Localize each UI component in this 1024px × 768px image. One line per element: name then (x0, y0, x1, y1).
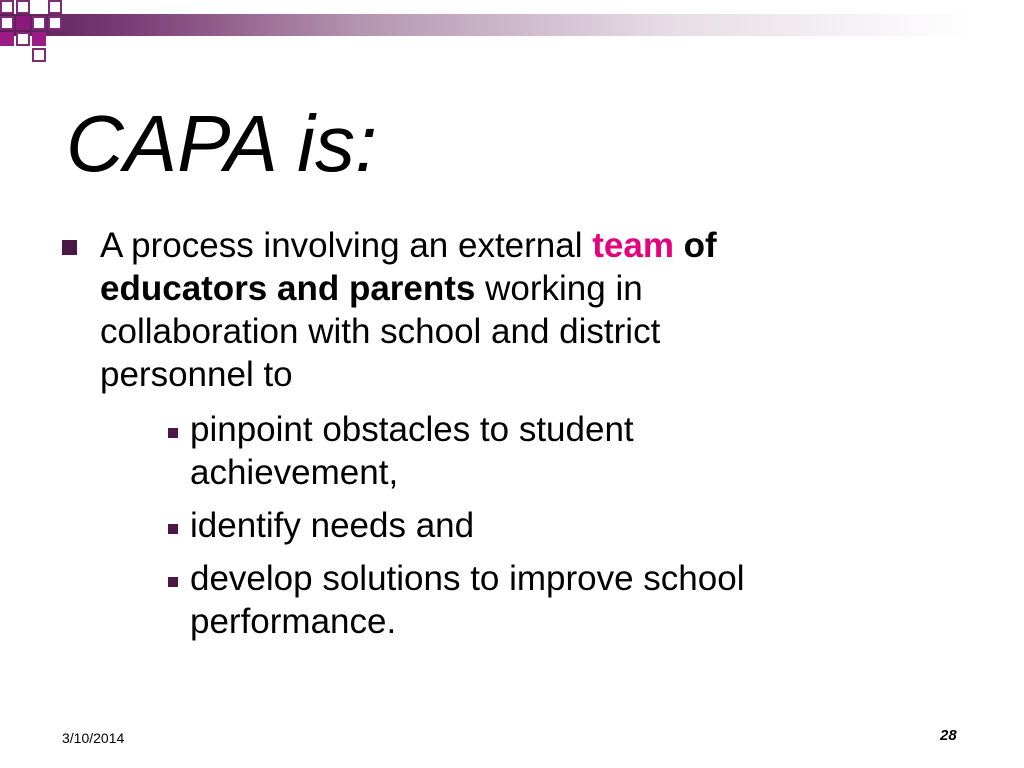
main-bullet-bold: of educators and parents (100, 226, 717, 308)
deco-square (48, 0, 62, 14)
square-bullet-icon (62, 240, 77, 255)
main-bullet-part1: A process involving an external (100, 226, 593, 265)
sub-bullet-text: develop solutions to improve school performance. (190, 559, 745, 641)
deco-square (32, 16, 46, 30)
deco-square (16, 16, 30, 30)
footer-date: 3/10/2014 (62, 730, 125, 746)
sub-bullet-item (168, 557, 848, 643)
deco-square (0, 0, 14, 14)
deco-square (32, 32, 46, 46)
deco-square (16, 0, 30, 14)
main-bullet (62, 224, 822, 396)
deco-square (32, 48, 46, 62)
deco-square (16, 32, 30, 46)
deco-square (0, 16, 14, 30)
team-highlight: team (592, 226, 674, 265)
sub-bullet-item (168, 408, 848, 494)
sub-bullet-item (168, 504, 848, 547)
square-bullet-icon (168, 428, 178, 438)
main-bullet-part3: working in collaboration with school and district personnel to (100, 269, 661, 394)
header-gradient-bar (0, 14, 1024, 36)
sub-bullet-list (168, 408, 848, 653)
page-number: 28 (940, 727, 957, 744)
sub-bullet-text: pinpoint obstacles to student achievement, (190, 410, 634, 492)
square-bullet-icon (168, 524, 178, 534)
slide-title: CAPA is: (66, 99, 378, 188)
deco-square (48, 16, 62, 30)
main-bullet-text (100, 224, 822, 396)
square-bullet-icon (168, 577, 178, 587)
sub-bullet-text: identify needs and (190, 506, 475, 545)
deco-square (0, 32, 14, 46)
